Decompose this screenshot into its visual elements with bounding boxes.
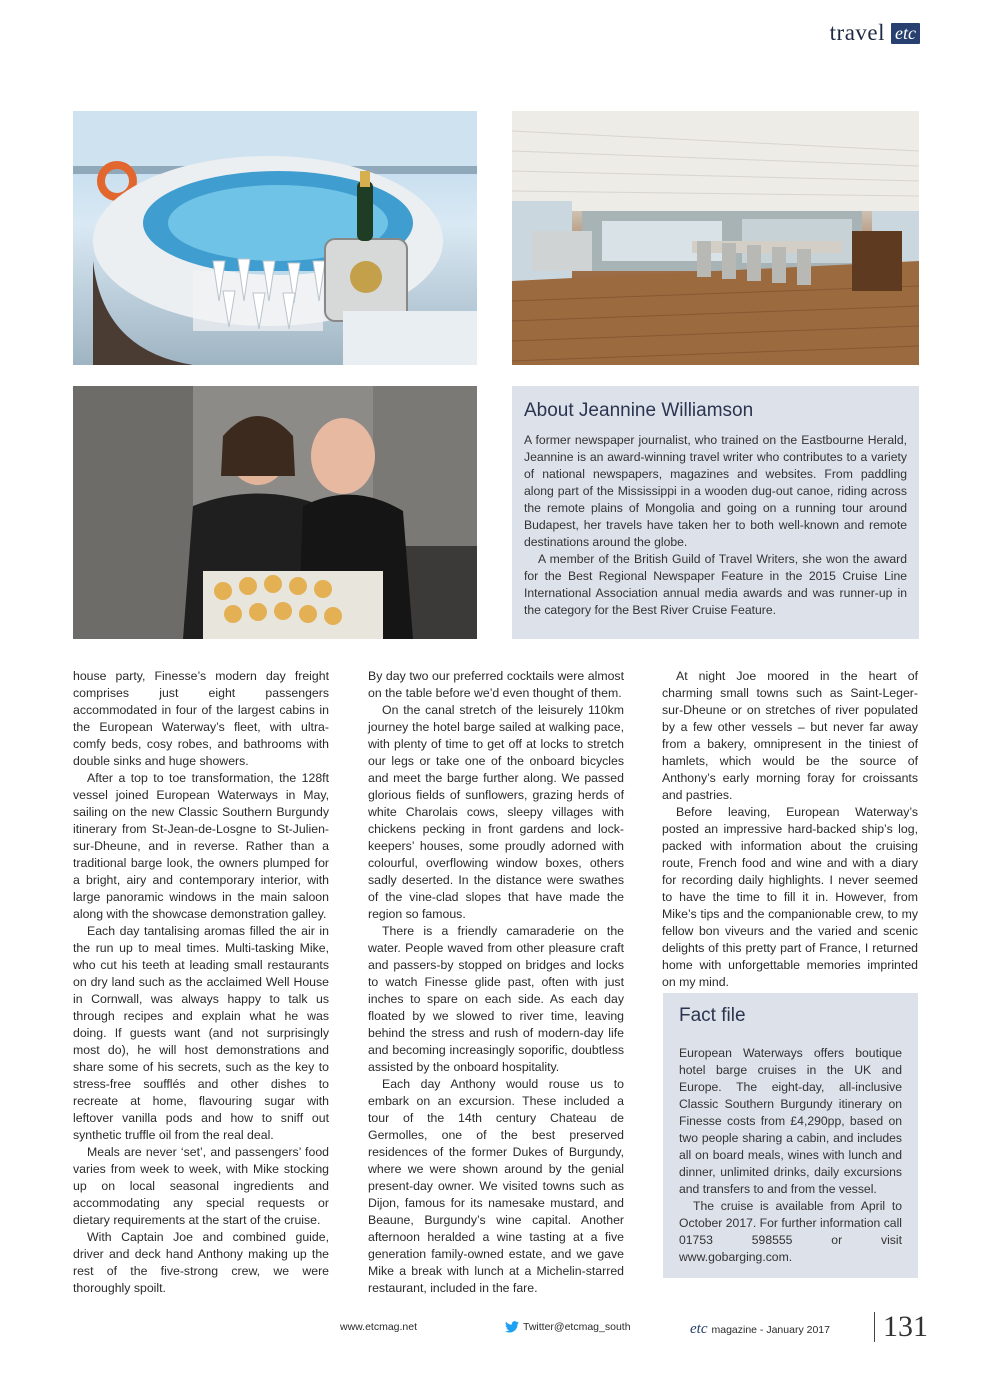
- article-paragraph: With Captain Joe and combined guide, driver and deck hand Anthony making up the rest of the five-strong crew, we were thoroughly spoilt.: [73, 1230, 329, 1295]
- article-paragraph: Each day tantalising aromas filled the air in the run up to meal times. Multi-tasking Mike, who cut his teeth at leading small restaurants on dry land such as the acclaimed Well House in Cornwall, was always happy to talk us through recipes and explain what he was doing. If guests want (and not surprisingly most do), he will host demonstrations and share some of his secrets, such as the key to stress-free soufflés and other dishes to recreate at home, flavouring sugar with leftover vanilla pods and how to sniff out synthetic truffle oil from the real deal.: [73, 924, 329, 1142]
- footer-magazine: [690, 1321, 830, 1338]
- section-header: [830, 20, 920, 46]
- jacuzzi-illustration: [73, 111, 477, 365]
- article-column-1: [73, 668, 329, 1297]
- fact-file-paragraph: The cruise is available from April to October 2017. For further information call 01753 598555 or visit www.gobarging.com.: [679, 1199, 902, 1264]
- footer-website[interactable]: www.etcmag.net: [340, 1321, 418, 1333]
- twitter-bird-icon: [505, 1321, 519, 1333]
- article-paragraph: At night Joe moored in the heart of charming small towns such as Saint-Leger-sur-Dheune or on stretches of river populated by a few other vessels – but never far away from a bakery, omnipresent in the tiniest of hamlets, which would be the source of Anthony’s early morning foray for croissants and pastries.: [662, 669, 918, 802]
- etc-mini-logo: etc: [690, 1321, 708, 1337]
- article-paragraph: Before leaving, European Waterway’s posted an impressive hard-backed ship’s log, packed with information about the cruising route, French food and wine and with a diary for recording daily highlights. I never seemed to have the time to fill it in. However, from Mike’s tips and the companionable crew, to my fellow bon viveurs and the varied and scenic delights of this pretty part of France, I returned home with unforgettable memories imprinted on my mind.: [662, 805, 918, 989]
- article-paragraph: Meals are never ‘set’, and passengers’ food varies from week to week, with Mike stocking up on local seasonal ingredients and accommodating any special requests or dietary requirements at the start of the cruise.: [73, 1145, 329, 1227]
- article-column-2: [368, 668, 624, 1297]
- article-paragraph: By day two our preferred cocktails were almost on the table before we’d even thought of them.: [368, 669, 624, 700]
- about-author-box: [512, 386, 919, 639]
- fact-file-box: [663, 993, 918, 1278]
- photo-chefs: [73, 386, 477, 639]
- photo-jacuzzi: [73, 111, 477, 365]
- fact-file-paragraph: European Waterways offers boutique hotel barge cruises in the UK and Europe. The eight-day, all-inclusive Classic Southern Burgundy itinerary on Finesse costs from £4,290pp, based on two people sharing a cabin, and includes all on board meals, wines with lunch and dinner, unlimited drinks, daily excursions and transfers to and from the vessel.: [679, 1046, 902, 1196]
- article-paragraph: On the canal stretch of the leisurely 110km journey the hotel barge sailed at walking pace, with plenty of time to get off at locks to stretch our legs or take one of the onboard bicycles and meet the barge further along. We passed glorious fields of sunflowers, grazing herds of white Charolais cows, sleepy villages with chickens pecking in front gardens and lock-keepers’ houses, some proudly adorned with colourful, overflowing window boxes, others sadly deserted. In the distance were swathes of the vine-clad slopes that have made the region so famous.: [368, 703, 624, 921]
- twitter-handle: Twitter@etcmag_south: [523, 1321, 631, 1333]
- about-paragraph: A former newspaper journalist, who trained on the Eastbourne Herald, Jeannine is an award-winning travel writer who contributes to a variety of national newspapers, magazines and websites. From paddling along part of the Mississippi in a wooden dug-out canoe, riding across the remote plains of Mongolia and going on a running tour around Budapest, her travels have taken her to both well-known and remote destinations around the globe.: [524, 433, 907, 549]
- article-paragraph: Each day Anthony would rouse us to embark on an excursion. These included a tour of the 14th century Chateau de Germolles, one of the best preserved residences of the former Dukes of Burgundy, where we were shown around by the genial present-day owner. We visited towns such as Dijon, famous for its namesake mustard, and Beaune, Burgundy’s wine capital. Another afternoon heralded a wine tasting at a five generation family-owned estate, and we gave Mike a break with lunch at a Michelin-starred restaurant, included in the fare.: [368, 1077, 624, 1295]
- page-number: 131: [874, 1312, 928, 1342]
- article-paragraph: After a top to toe transformation, the 128ft vessel joined European Waterways in May, sailing on the new Classic Southern Burgundy itinerary from St-Jean-de-Losgne to St-Julien-sur-Dheune, and in reverse. Rather than a traditional barge look, the owners plumped for a bright, airy and contemporary interior, with large panoramic windows in the main saloon along with the showcase demonstration galley.: [73, 771, 329, 921]
- fact-file-title: Fact file: [679, 1005, 746, 1026]
- saloon-illustration: [512, 111, 919, 365]
- section-title: travel: [829, 20, 886, 45]
- magazine-issue: magazine - January 2017: [711, 1323, 830, 1336]
- article-paragraph: house party, Finesse’s modern day freight comprises just eight passengers accommodated in four of the largest cabins in the European Waterway’s fleet, with ultra-comfy beds, cosy robes, and bathrooms with double sinks and huge showers.: [73, 669, 329, 768]
- article-paragraph: There is a friendly camaraderie on the water. People waved from other pleasure craft and passers-by stopped on bridges and locks to watch Finesse glide past, often with just inches to spare on each side. As each day floated by we slowed to river time, leaving behind the stress and rush of modern-day life and becoming increasingly soporific, doubtless assisted by the onboard hospitality.: [368, 924, 624, 1074]
- about-paragraph: A member of the British Guild of Travel Writers, she won the award for the Best Regional Newspaper Feature in the 2015 Cruise Line International Association annual media awards and was runner-up in the category for the Best River Cruise Feature.: [524, 552, 907, 617]
- chefs-illustration: [73, 386, 477, 639]
- etc-logo: etc: [891, 23, 920, 44]
- footer-twitter[interactable]: [505, 1321, 631, 1333]
- photo-saloon: [512, 111, 919, 365]
- about-title: About Jeannine Williamson: [524, 400, 754, 421]
- article-column-3: [662, 668, 918, 991]
